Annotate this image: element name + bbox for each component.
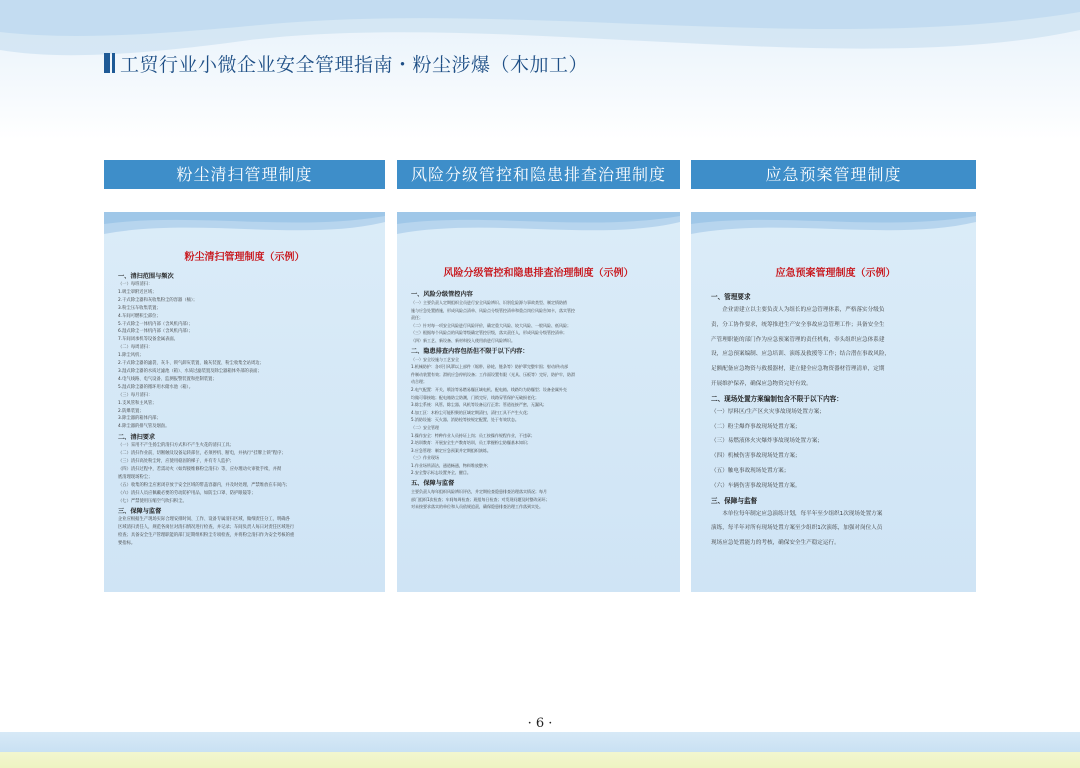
document-body — [411, 288, 666, 511]
body-line: 演练，每半年对所有现场处置方案至少组织1次演练，加强对岗位人员 — [711, 525, 883, 532]
body-line: 主要负责人每年组织风险辨识评估，并定期检查隐患排查治理落实情况；每月 — [411, 489, 547, 495]
body-line: 足额配备应急物资与救援器材，建立健全应急物资器材管理清单，定期 — [711, 366, 885, 373]
body-line: 3.除尘系统：风管、除尘器、风机等设备运行正常；管道连接严密，无漏风； — [411, 402, 547, 408]
body-line: 2.干式除尘器和灰收集粉尘的容器（桶）； — [118, 297, 198, 303]
column-header-risk-control: 风险分级管控和隐患排查治理制度 — [397, 160, 680, 189]
body-line: （三）根据每个风险点的风险等级确定管控层级，落实责任人，形成风险分级管控清单； — [411, 330, 567, 336]
body-line: 5.消防设施：灭火器、消防栓等按规定配置，处于有效状态。 — [411, 417, 519, 423]
body-line: 责任； — [411, 315, 423, 321]
body-line: 2.电气配置：开关、喷涂等易燃易爆区域电机、配电箱、线路均为防爆型；设备金属外壳 — [411, 386, 567, 392]
body-line: 检查；具备安全生产管理职能的部门定期组织粉尘专项检查，并将粉尘清扫作为安全考核的重 — [118, 533, 295, 539]
document-panel-risk-control — [397, 212, 680, 592]
body-line: （三）作业现场 — [411, 455, 439, 461]
document-title: 风险分级管控和隐患排查治理制度（示例） — [443, 268, 634, 279]
body-line: （五）触电事故现场处置方案； — [711, 467, 790, 474]
body-line: （一）每班清扫： — [118, 282, 153, 287]
body-line: 2.培训教育：开展安全生产教育培训，员工掌握粉尘防爆基本知识； — [411, 440, 531, 446]
body-line: 责，分工协作要求，统筹推进生产安全事故应急管理工作；具备安全生 — [711, 321, 885, 328]
body-line: 动合理； — [411, 379, 427, 385]
body-line: （一）采用不产生扬尘的清扫方式和不产生火花的清扫工具； — [118, 443, 235, 449]
body-line: 部门组织1次检查；车间每周检查；班组每日检查；对发现问题及时整改闭环； — [411, 496, 550, 502]
body-line: 2.安全警示标志设置齐全、醒目。 — [411, 470, 471, 476]
document-panel-emergency-plan — [691, 212, 976, 592]
body-line: 开展维护保养，确保应急物资完好有效。 — [711, 380, 812, 387]
body-line: 1.除尘风机； — [118, 353, 144, 359]
page-number: · 6 · — [527, 716, 553, 731]
body-line: 6.湿式除尘一体机内部（含风机内部）； — [118, 329, 193, 335]
body-line: 1.机械防护：各项引风罩以上部件（锯带、砂轮、链条等）防护罩完整牢固；射动/传动部 — [411, 364, 569, 370]
section-heading: 二、清扫要求 — [118, 434, 156, 442]
body-line: 3.湿式除尘器的水质过滤池（箱）、水质过滤装置及除尘器箱体外部的表面； — [118, 368, 262, 374]
body-line: 4.加工区：木粉尘可能积聚的区域定期清扫，清扫工具不产生火花； — [411, 409, 531, 415]
body-line: 对未按要求落实的单位和人员依规追责，确保隐患排查治理工作落到实处。 — [411, 504, 543, 510]
document-body — [711, 290, 960, 551]
body-line: 7.车间闭承机等设备金属表面。 — [118, 337, 178, 343]
section-heading: 三、保障与监督 — [711, 496, 758, 505]
document-title: 应急预案管理制度（示例） — [775, 268, 896, 279]
body-line: 企业应根据生产现场实际合理安排时间、工作、设备专属清扫区域，做细责任分工，明确各 — [118, 517, 290, 523]
body-line: 1.操作安全：特种作业人员持证上岗；员工按操作规程作业，不违章； — [411, 432, 535, 438]
body-line: （三）清扫高处粉尘时，应使用稳固的梯子，并有专人监护； — [118, 459, 235, 465]
body-line: 均做可靠接地；配电箱防尘防潮，门锁完好，线路穿管保护无破损老化； — [411, 394, 539, 400]
body-line: （四）机械伤害事故现场处置方案； — [711, 453, 801, 460]
body-line: 要指标。 — [118, 541, 136, 547]
body-line: 5.湿式除尘器的循环用水储水池（箱）。 — [118, 384, 193, 390]
body-line: 产管理职能的部门作为应急预案管理的责任机构，牵头组织应急体系建 — [711, 336, 885, 343]
title-accent-bar-thin — [112, 53, 115, 73]
section-heading: 二、隐患排查内容包括但不限于以下内容： — [411, 347, 529, 355]
body-line: 件制动装置有效；滑机应急停机设备；工作面设置有限（光具、压板等）完好，防护牢，防滑 — [411, 371, 575, 377]
body-line: 2.干式除尘器的滤袋、灰斗、锁气卸灰装置、输灰装置、粉尘收集全站周边； — [118, 361, 264, 367]
body-line: 4.电气线路、电气设备、监测报警装置和控制装置； — [118, 376, 217, 382]
section-heading: 一、管理要求 — [711, 293, 751, 301]
section-heading: 五、保障与监督 — [411, 480, 455, 488]
body-line: （二）针对每一项安全风险进行风险评价，确定重大风险、较大风险、一般风险、低风险； — [411, 322, 571, 328]
section-heading: 一、风险分级管控内容 — [411, 291, 473, 298]
body-line: 5.干式除尘一体机内部（含风机内部）； — [118, 321, 193, 327]
section-heading: 三、保障与监督 — [118, 508, 162, 516]
body-line: （三）每月清扫： — [118, 392, 153, 398]
bottom-band — [0, 732, 1080, 768]
body-line: 2.防爆装置； — [118, 408, 144, 414]
body-line: 4.除尘器的排气管及烟囱。 — [118, 424, 170, 430]
body-line: 1.吸尘罩附近区域； — [118, 289, 157, 295]
section-heading: 一、清扫范围与频次 — [118, 273, 174, 280]
body-line: （六）车辆伤害事故现场处置方案。 — [711, 482, 801, 489]
body-line: 1.支风管和主风管； — [118, 400, 157, 406]
document-title: 粉尘清扫管理制度（示例） — [184, 252, 305, 263]
body-line: 现场应急处置能力的考核，确保安全生产稳定运行。 — [711, 540, 840, 547]
document-panel-dust-cleaning — [104, 212, 385, 592]
page-title: 工贸行业小微企业安全管理指南・粉尘涉爆（木加工） — [120, 54, 589, 76]
body-line: （二）清扫作业前，切断触及设备运转部位，必须停机、断电，并执行“挂牌上锁”程序； — [118, 451, 286, 457]
title-accent-bar — [104, 53, 110, 73]
body-line: 3.应急管理：制定应急预案并定期组织演练。 — [411, 447, 491, 453]
body-line: （六）清扫人员应佩戴必要的劳动防护用品，如防尘口罩、防护眼镜等； — [118, 490, 256, 496]
body-line: （二）每周清扫： — [118, 345, 153, 351]
body-line: 企业需建立以主要负责人为组长的应急管理体系，严格落实分级负 — [711, 307, 885, 313]
section-heading: 二、现场处置方案编制包含不限于以下内容： — [711, 394, 843, 403]
body-line: （一）主要负责人定期组织全员进行安全风险辨识、识别危险源与事故类型、制定情防措 — [411, 300, 567, 305]
body-line: （四）清扫过程中，若需动火（如焊接维修粉尘清扫）等，应办理动火审批手续，并彻 — [118, 466, 282, 472]
body-line: 4.车间可燃积尘部位； — [118, 313, 161, 319]
body-line: 施与应急处置措施，形成风险点清单、风险点分级管控清单和重点岗位风险告知卡，落实管控 — [411, 307, 575, 313]
body-line: （一）厚料区/生产区火灾事故现场处置方案； — [711, 408, 825, 415]
body-line: 3.除尘器的箱体内部； — [118, 416, 161, 422]
document-body — [118, 270, 371, 548]
body-line: 设，应急预案编制、应急培训、演练及救援等工作；结合潜在事故风险， — [711, 351, 891, 358]
body-line: （二）安全管理 — [411, 424, 439, 430]
column-header-dust-cleaning: 粉尘清扫管理制度 — [104, 160, 385, 189]
body-line: （三）易燃液体火灾爆炸事故现场处置方案； — [711, 438, 823, 445]
body-line: （二）粉尘爆炸事故现场处置方案； — [711, 423, 801, 430]
body-line: （五）收集的粉尘应密闭存放于安全区域的带盖容器内，并及时处理，严禁堆放在车间内； — [118, 482, 290, 488]
body-line: （七）严禁使用压缩空气吹扫积尘。 — [118, 498, 187, 504]
body-line: 底清理现场粉尘； — [118, 474, 153, 480]
body-line: 1.作业场所清洁、通道畅通，物料堆放整齐； — [411, 462, 491, 468]
body-line: （一）安全设施与工艺安全 — [411, 356, 459, 362]
column-header-emergency-plan: 应急预案管理制度 — [691, 160, 976, 189]
body-line: 本单位每年制定应急演练计划，每半年至少组织1次现场处置方案 — [711, 510, 883, 517]
body-line: 3.粉尘压车收集装置； — [118, 305, 161, 311]
body-line: 区域清扫责任人，规范各岗位对清扫情况进行检查，并记录；车间负责人每日对责任区域进行 — [118, 525, 295, 531]
body-line: （四）新工艺、新设备、新材料投入使用前进行风险辨识。 — [411, 337, 515, 343]
